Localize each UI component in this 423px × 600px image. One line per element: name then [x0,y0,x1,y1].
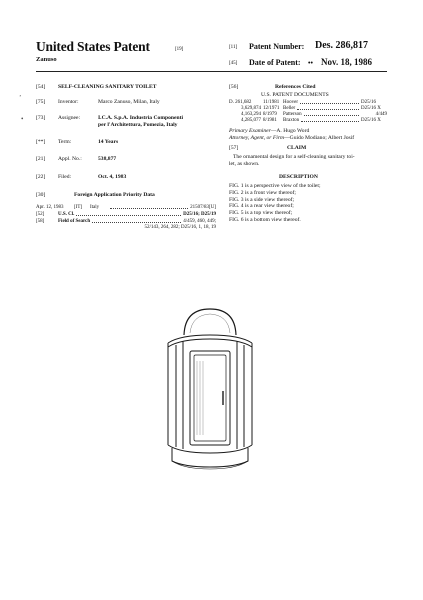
filed-date: Oct. 4, 1983 [98,174,127,180]
patent-number-code: [11] [229,45,238,50]
claim-heading: CLAIM [287,145,307,151]
us-class-field: [52] U.S. Cl. D25/16; D25/19 [36,212,216,217]
header-rule [36,71,387,72]
figure-description: FIG. 6 is a bottom view thereof. [229,216,301,223]
filed-field: [22] Filed: Oct. 4, 1983 [36,174,127,180]
scan-mark: ’ [19,94,22,102]
figure-description: FIG. 2 is a front view thereof; [229,189,296,196]
left-column [36,84,216,91]
us-patent-documents-heading: U.S. PATENT DOCUMENTS [261,92,329,98]
patent-number-value: Des. 286,817 [315,40,369,51]
attorney: Attorney, Agent, or Firm—Guido Modiano; Albert Josif [229,135,355,141]
application-field: [21] Appl. No.: 538,877 [36,156,117,162]
assignee-line-1: I.C.A. S.p.A. Industria Componenti [98,115,184,121]
inventor-surname: Zanuso [36,56,57,63]
figure-list [229,183,389,224]
figure-description: FIG. 3 is a side view thereof; [229,196,295,203]
patent-date-label: Date of Patent: [249,58,301,67]
toilet-cabin-drawing [150,305,270,475]
reference-row: D. 261,682 11/1981 Hoover D25/16 [229,100,376,105]
inventor-field: [75] Inventor: Marco Zanuso, Milan, Italy [36,99,160,105]
reference-row: 4,285,077 8/1981 Braxton D25/16 X [241,118,381,123]
primary-examiner: Primary Examiner—A. Hugo Word [229,128,310,134]
reference-row: 3,629,874 12/1971 Beller D25/16 X [241,106,381,111]
description-heading: DESCRIPTION [279,174,318,180]
assignee-line-2: per l'Architettura, Pomezia, Italy [98,122,178,128]
term-field: [**] Term: 14 Years [36,139,119,145]
term-value: 14 Years [98,139,119,145]
scan-mark: • [21,115,24,123]
patent-date-value: Nov. 18, 1986 [321,57,373,67]
patent-office-title: United States Patent [36,39,150,54]
us-class-value: D25/16; D25/19 [183,212,216,217]
reference-row: 4,163,294 8/1979 Patterson 4/449 [241,112,387,117]
field-of-search: [58] Field of Search 4/459, 460, 449; 52/143, 264, 282; D25/16, 1, 18, 19 [36,219,216,230]
references-list [229,100,387,124]
figure-description: FIG. 1 is a perspective view of the toilet; [229,183,321,189]
assignee-field: [73] Assignee: I.C.A. S.p.A. Industria Componenti per l'Architettura, Pomezia, Italy [36,115,184,128]
title-field: [54] SELF-CLEANING SANITARY TOILET [36,84,157,90]
figure-description: FIG. 4 is a rear view thereof; [229,203,294,210]
patent-number-label: Patent Number: [249,42,305,51]
patent-date-marker: •• [308,59,313,67]
priority-section: [30] Foreign Application Priority Data [36,192,155,198]
application-number: 538,877 [98,156,117,162]
title-code: [19] [175,47,184,52]
patent-date-code: [45] [229,61,238,66]
claim-text-1: The ornamental design for a self-cleaning sanitary toi- [233,154,355,160]
claim-heading-row: [57] CLAIM [229,145,307,151]
references-heading: References Cited [275,84,316,90]
claim-text-2: let, as shown. [229,161,260,167]
priority-entry: Apr. 12, 1983 [IT] Italy 21507/83[U] [36,205,216,210]
references-heading-row: [56] References Cited [229,84,316,90]
priority-heading: Foreign Application Priority Data [74,192,155,198]
invention-title: SELF-CLEANING SANITARY TOILET [58,84,157,90]
inventor-value: Marco Zanuso, Milan, Italy [98,99,160,105]
figure-description: FIG. 5 is a top view thereof; [229,210,293,217]
